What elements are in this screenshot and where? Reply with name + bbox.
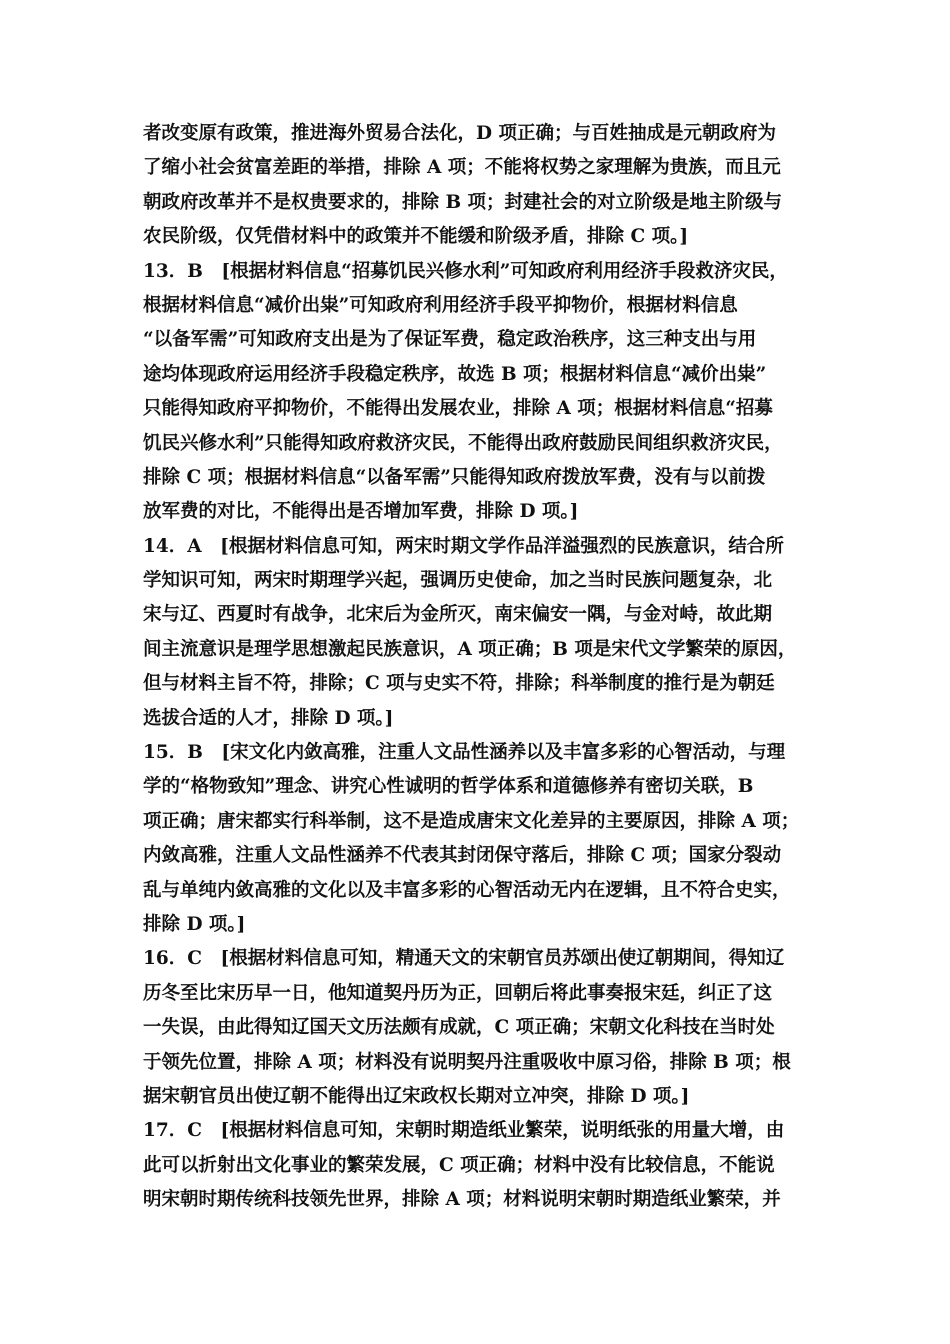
text-line: 学的“格物致知”理念、讲究心性诚明的哲学体系和道德修养有密切关联，B bbox=[143, 776, 754, 798]
text-line: 宋与辽、西夏时有战争，北宋后为金所灭，南宋偏安一隅，与金对峙，故此期 bbox=[143, 604, 773, 626]
text-line: 一失误，由此得知辽国天文历法颇有成就，C 项正确；宋朝文化科技在当时处 bbox=[143, 1017, 775, 1039]
text-line: 选拔合适的人才，排除 D 项。] bbox=[143, 707, 394, 729]
text-line: 此可以折射出文化事业的繁荣发展，C 项正确；材料中没有比较信息，不能说 bbox=[143, 1154, 775, 1176]
text-line: 乱与单纯内敛高雅的文化以及丰富多彩的心智活动无内在逻辑，且不符合史实， bbox=[143, 879, 791, 901]
text-line: 排除 D 项。] bbox=[143, 913, 246, 935]
text-line: 农民阶级，仅凭借材料中的政策并不能缓和阶级矛盾，排除 C 项。] bbox=[143, 226, 689, 248]
text-line: 排除 C 项；根据材料信息“以备军需”只能得知政府拨放军费，没有与以前拨 bbox=[143, 466, 766, 488]
text-line: 饥民兴修水利”只能得知政府救济灾民，不能得出政府鼓励民间组织救济灾民， bbox=[143, 432, 783, 454]
text-line: 途均体现政府运用经济手段稳定秩序，故选 B 项；根据材料信息“减价出粜” bbox=[143, 363, 767, 385]
text-line: 历冬至比宋历早一日，他知道契丹历为正，回朝后将此事奏报宋廷，纠正了这 bbox=[143, 982, 773, 1004]
text-line: 者改变原有政策，推进海外贸易合法化，D 项正确；与百姓抽成是元朝政府为 bbox=[143, 123, 776, 144]
text-line: 明宋朝时期传统科技领先世界，排除 A 项；材料说明宋朝时期造纸业繁荣，并 bbox=[143, 1189, 781, 1211]
text-line: 了缩小社会贫富差距的举措，排除 A 项；不能将权势之家理解为贵族，而且元 bbox=[143, 157, 781, 179]
text-line: 项正确；唐宋都实行科举制，这不是造成唐宋文化差异的主要原因，排除 A 项； bbox=[143, 810, 800, 832]
text-line: 间主流意识是理学思想激起民族意识，A 项正确；B 项是宋代文学繁荣的原因， bbox=[143, 638, 797, 660]
answer-explanation-text bbox=[143, 117, 823, 1218]
text-line: 17．C [根据材料信息可知，宋朝时期造纸业繁荣，说明纸张的用量大增，由 bbox=[143, 1120, 785, 1142]
text-line: 只能得知政府平抑物价，不能得出发展农业，排除 A 项；根据材料信息“招募 bbox=[143, 398, 773, 420]
text-line: 16．C [根据材料信息可知，精通天文的宋朝官员苏颂出使辽朝期间，得知辽 bbox=[143, 948, 785, 970]
text-line: 14．A [根据材料信息可知，两宋时期文学作品洋溢强烈的民族意识，结合所 bbox=[143, 535, 784, 557]
text-line: 朝政府改革并不是权贵要求的，排除 B 项；封建社会的对立阶级是地主阶级与 bbox=[143, 191, 783, 213]
text-line: 但与材料主旨不符，排除；C 项与史实不符，排除；科举制度的推行是为朝廷 bbox=[143, 673, 775, 695]
text-line: 13．B [根据材料信息“招募饥民兴修水利”可知政府利用经济手段救济灾民， bbox=[143, 260, 788, 282]
text-line: 15．B [宋文化内敛高雅，注重人文品性涵养以及丰富多彩的心智活动，与理 bbox=[143, 742, 786, 764]
text-line: 放军费的对比，不能得出是否增加军费，排除 D 项。] bbox=[143, 501, 579, 523]
text-line: 于领先位置，排除 A 项；材料没有说明契丹注重吸收中原习俗，排除 B 项；根 bbox=[143, 1051, 791, 1073]
text-line: 据宋朝官员出使辽朝不能得出辽宋政权长期对立冲突，排除 D 项。] bbox=[143, 1085, 690, 1107]
text-line: “以备军需”可知政府支出是为了保证军费，稳定政治秩序，这三种支出与用 bbox=[143, 329, 757, 351]
text-line: 根据材料信息“减价出粜”可知政府利用经济手段平抑物价，根据材料信息 bbox=[143, 294, 738, 316]
text-line: 内敛高雅，注重人文品性涵养不代表其封闭保守落后，排除 C 项；国家分裂动 bbox=[143, 845, 782, 867]
text-line: 学知识可知，两宋时期理学兴起，强调历史使命，加之当时民族问题复杂，北 bbox=[143, 570, 773, 592]
